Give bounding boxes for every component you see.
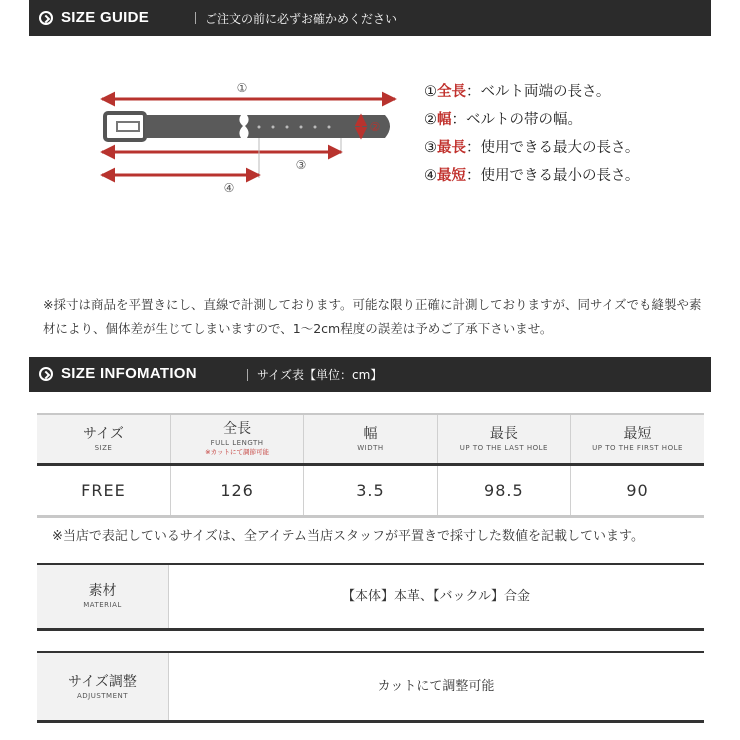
header-full-length [170, 414, 303, 465]
definition-key: 幅 [437, 112, 452, 128]
header-sublabel: WIDTH [357, 443, 384, 452]
adjustment-label-en: ADJUSTMENT [76, 692, 129, 700]
divider [247, 369, 248, 381]
header-label: 最短 [623, 425, 652, 442]
header-label: 幅 [363, 425, 378, 442]
definition-longest [424, 136, 639, 164]
definition-width [424, 108, 639, 136]
definition-key: 最短 [437, 168, 466, 184]
cell-width: 3.5 [304, 465, 437, 517]
chevron-circle-icon [39, 11, 53, 25]
measurement-definitions [424, 80, 639, 192]
definition-number: ① [424, 84, 437, 100]
size-guide-subtitle: ご注文の前に必ずお確かめください [205, 12, 398, 26]
mark-4: ④ [223, 181, 235, 195]
material-label-jp: 素材 [88, 583, 117, 599]
definition-key: 最長 [437, 140, 466, 156]
adjustment-label [37, 653, 169, 720]
cell-shortest: 90 [571, 465, 704, 517]
header-label: 全長 [223, 421, 252, 437]
definition-number: ② [424, 112, 437, 128]
size-table [37, 413, 704, 518]
table-row [37, 465, 704, 517]
material-value: 【本体】本革、【バックル】合金 [341, 589, 531, 604]
header-sublabel: UP TO THE LAST HOLE [459, 443, 548, 452]
material-row [37, 563, 704, 631]
staff-measurement-note: ※当店で表記しているサイズは、全アイテム当店スタッフが平置きで採寸した数値を記載しています。 [52, 529, 644, 544]
definition-text: ：使用できる最大の長さ。 [466, 140, 640, 156]
header-note: ※カットにて調節可能 [205, 448, 270, 456]
measurement-note: ※採寸は商品を平置きにし、直線で計測しております。可能な限り正確に計測しておりますが、同サイズでも縫製や素材により、個体差が生じてしまいますので、1〜2cm程度の誤差は予めご了承下さいませ。 [43, 297, 702, 336]
header-width [304, 414, 437, 465]
header-sublabel: SIZE [94, 443, 113, 452]
definition-text: ：使用できる最小の長さ。 [466, 168, 640, 184]
header-size [37, 414, 170, 465]
material-label [37, 565, 169, 628]
table-header-row [37, 414, 704, 465]
adjustment-label-jp: サイズ調整 [68, 674, 137, 690]
size-information-header [29, 357, 711, 392]
header-sublabel: UP TO THE FIRST HOLE [592, 443, 683, 452]
definition-number: ④ [424, 168, 437, 184]
definition-shortest [424, 164, 639, 192]
size-information-subtitle: サイズ表【単位：cm】 [257, 368, 383, 382]
belt-diagram [95, 72, 405, 197]
chevron-circle-icon [39, 367, 53, 381]
size-information-title: SIZE INFOMATION [61, 365, 197, 382]
cell-longest: 98.5 [437, 465, 570, 517]
header-longest [437, 414, 570, 465]
adjustment-row [37, 651, 704, 723]
definition-key: 全長 [437, 84, 466, 100]
size-guide-header [29, 0, 711, 36]
header-label: サイズ [83, 425, 124, 442]
header-sublabel: FULL LENGTH [210, 439, 264, 447]
belt-illustration [105, 113, 390, 140]
header-label: 最長 [489, 425, 518, 442]
material-label-en: MATERIAL [83, 601, 122, 609]
divider [195, 12, 196, 24]
cell-size: FREE [37, 465, 170, 517]
definition-text: ：ベルトの帯の幅。 [451, 112, 582, 128]
header-shortest [571, 414, 704, 465]
definition-full-length [424, 80, 639, 108]
cell-full-length: 126 [170, 465, 303, 517]
definition-number: ③ [424, 140, 437, 156]
mark-2: ② [369, 120, 381, 134]
definition-text: ：ベルト両端の長さ。 [466, 84, 611, 100]
mark-3: ③ [295, 158, 307, 172]
size-guide-title: SIZE GUIDE [61, 9, 150, 26]
adjustment-value: カットにて調整可能 [377, 679, 495, 694]
mark-1: ① [236, 81, 248, 95]
